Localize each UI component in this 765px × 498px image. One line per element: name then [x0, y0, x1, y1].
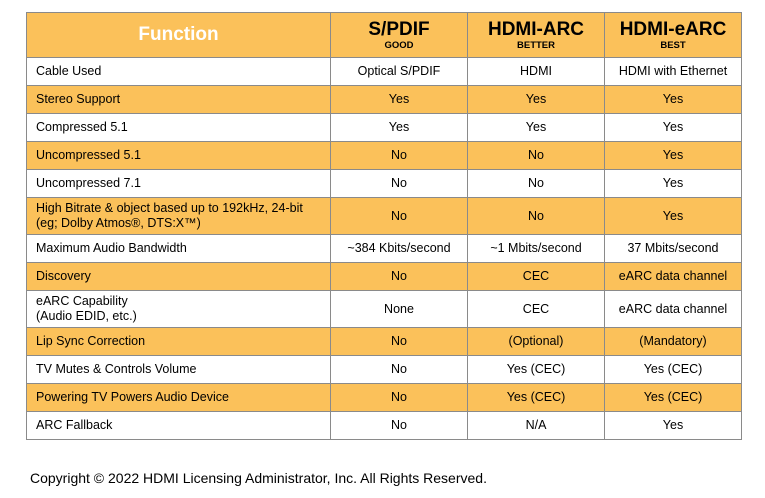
row-feature: Compressed 5.1: [27, 114, 331, 142]
table-row: [27, 291, 742, 328]
row-feature-line1: High Bitrate & object based up to 192kHz, 24-bit: [36, 201, 303, 215]
row-spdif-value: No: [331, 356, 468, 384]
table-row: [27, 142, 742, 170]
row-earc-value: Yes: [605, 86, 742, 114]
row-feature: Discovery: [27, 263, 331, 291]
row-spdif-value: No: [331, 384, 468, 412]
row-spdif-value: No: [331, 328, 468, 356]
row-earc-value: Yes: [605, 412, 742, 440]
row-arc-value: Yes (CEC): [468, 356, 605, 384]
row-earc-value: Yes: [605, 142, 742, 170]
table-row: [27, 198, 742, 235]
table-row: [27, 356, 742, 384]
row-arc-value: (Optional): [468, 328, 605, 356]
row-arc-value: No: [468, 142, 605, 170]
row-feature-line1: eARC Capability: [36, 294, 128, 308]
row-arc-value: CEC: [468, 263, 605, 291]
row-spdif-value: None: [331, 291, 468, 328]
row-feature: [27, 291, 331, 328]
table-row: [27, 384, 742, 412]
row-feature: Stereo Support: [27, 86, 331, 114]
row-feature: ARC Fallback: [27, 412, 331, 440]
header-function: [27, 13, 331, 58]
row-earc-value: 37 Mbits/second: [605, 235, 742, 263]
header-row: [27, 13, 742, 58]
table-row: [27, 235, 742, 263]
header-spdif: [331, 13, 468, 58]
table-row: [27, 328, 742, 356]
header-hdmi-arc-rating: BETTER: [517, 39, 555, 51]
row-feature: Cable Used: [27, 58, 331, 86]
row-spdif-value: No: [331, 170, 468, 198]
header-hdmi-earc-rating: BEST: [660, 39, 686, 51]
table-row: [27, 86, 742, 114]
row-arc-value: CEC: [468, 291, 605, 328]
row-arc-value: Yes: [468, 86, 605, 114]
row-feature: Maximum Audio Bandwidth: [27, 235, 331, 263]
table-row: [27, 58, 742, 86]
row-spdif-value: No: [331, 263, 468, 291]
table-row: [27, 263, 742, 291]
row-spdif-value: Yes: [331, 114, 468, 142]
row-earc-value: Yes: [605, 170, 742, 198]
table-row: [27, 412, 742, 440]
row-earc-value: eARC data channel: [605, 291, 742, 328]
row-spdif-value: ~384 Kbits/second: [331, 235, 468, 263]
row-spdif-value: No: [331, 198, 468, 235]
header-function-label: Function: [138, 23, 219, 45]
row-spdif-value: No: [331, 412, 468, 440]
row-arc-value: N/A: [468, 412, 605, 440]
row-feature-line2: (Audio EDID, etc.): [36, 309, 137, 323]
row-feature-line2: (eg; Dolby Atmos®, DTS:X™): [36, 216, 201, 230]
row-earc-value: eARC data channel: [605, 263, 742, 291]
row-feature: [27, 198, 331, 235]
comparison-table: [26, 12, 742, 440]
header-hdmi-arc: [468, 13, 605, 58]
row-earc-value: (Mandatory): [605, 328, 742, 356]
row-spdif-value: Optical S/PDIF: [331, 58, 468, 86]
header-hdmi-earc: [605, 13, 742, 58]
header-hdmi-earc-title: HDMI-eARC: [619, 18, 727, 40]
row-spdif-value: No: [331, 142, 468, 170]
row-arc-value: Yes (CEC): [468, 384, 605, 412]
row-earc-value: HDMI with Ethernet: [605, 58, 742, 86]
row-arc-value: No: [468, 170, 605, 198]
row-arc-value: No: [468, 198, 605, 235]
row-earc-value: Yes (CEC): [605, 356, 742, 384]
table-row: [27, 114, 742, 142]
row-earc-value: Yes (CEC): [605, 384, 742, 412]
header-spdif-title: S/PDIF: [368, 18, 430, 40]
row-arc-value: Yes: [468, 114, 605, 142]
row-earc-value: Yes: [605, 114, 742, 142]
row-feature: Uncompressed 5.1: [27, 142, 331, 170]
row-spdif-value: Yes: [331, 86, 468, 114]
row-earc-value: Yes: [605, 198, 742, 235]
row-feature: Powering TV Powers Audio Device: [27, 384, 331, 412]
row-feature: Uncompressed 7.1: [27, 170, 331, 198]
row-feature: Lip Sync Correction: [27, 328, 331, 356]
header-hdmi-arc-title: HDMI-ARC: [487, 18, 585, 40]
table-row: [27, 170, 742, 198]
row-arc-value: HDMI: [468, 58, 605, 86]
row-arc-value: ~1 Mbits/second: [468, 235, 605, 263]
row-feature: TV Mutes & Controls Volume: [27, 356, 331, 384]
copyright-notice: Copyright © 2022 HDMI Licensing Administrator, Inc. All Rights Reserved.: [30, 470, 487, 486]
header-spdif-rating: GOOD: [384, 39, 414, 51]
